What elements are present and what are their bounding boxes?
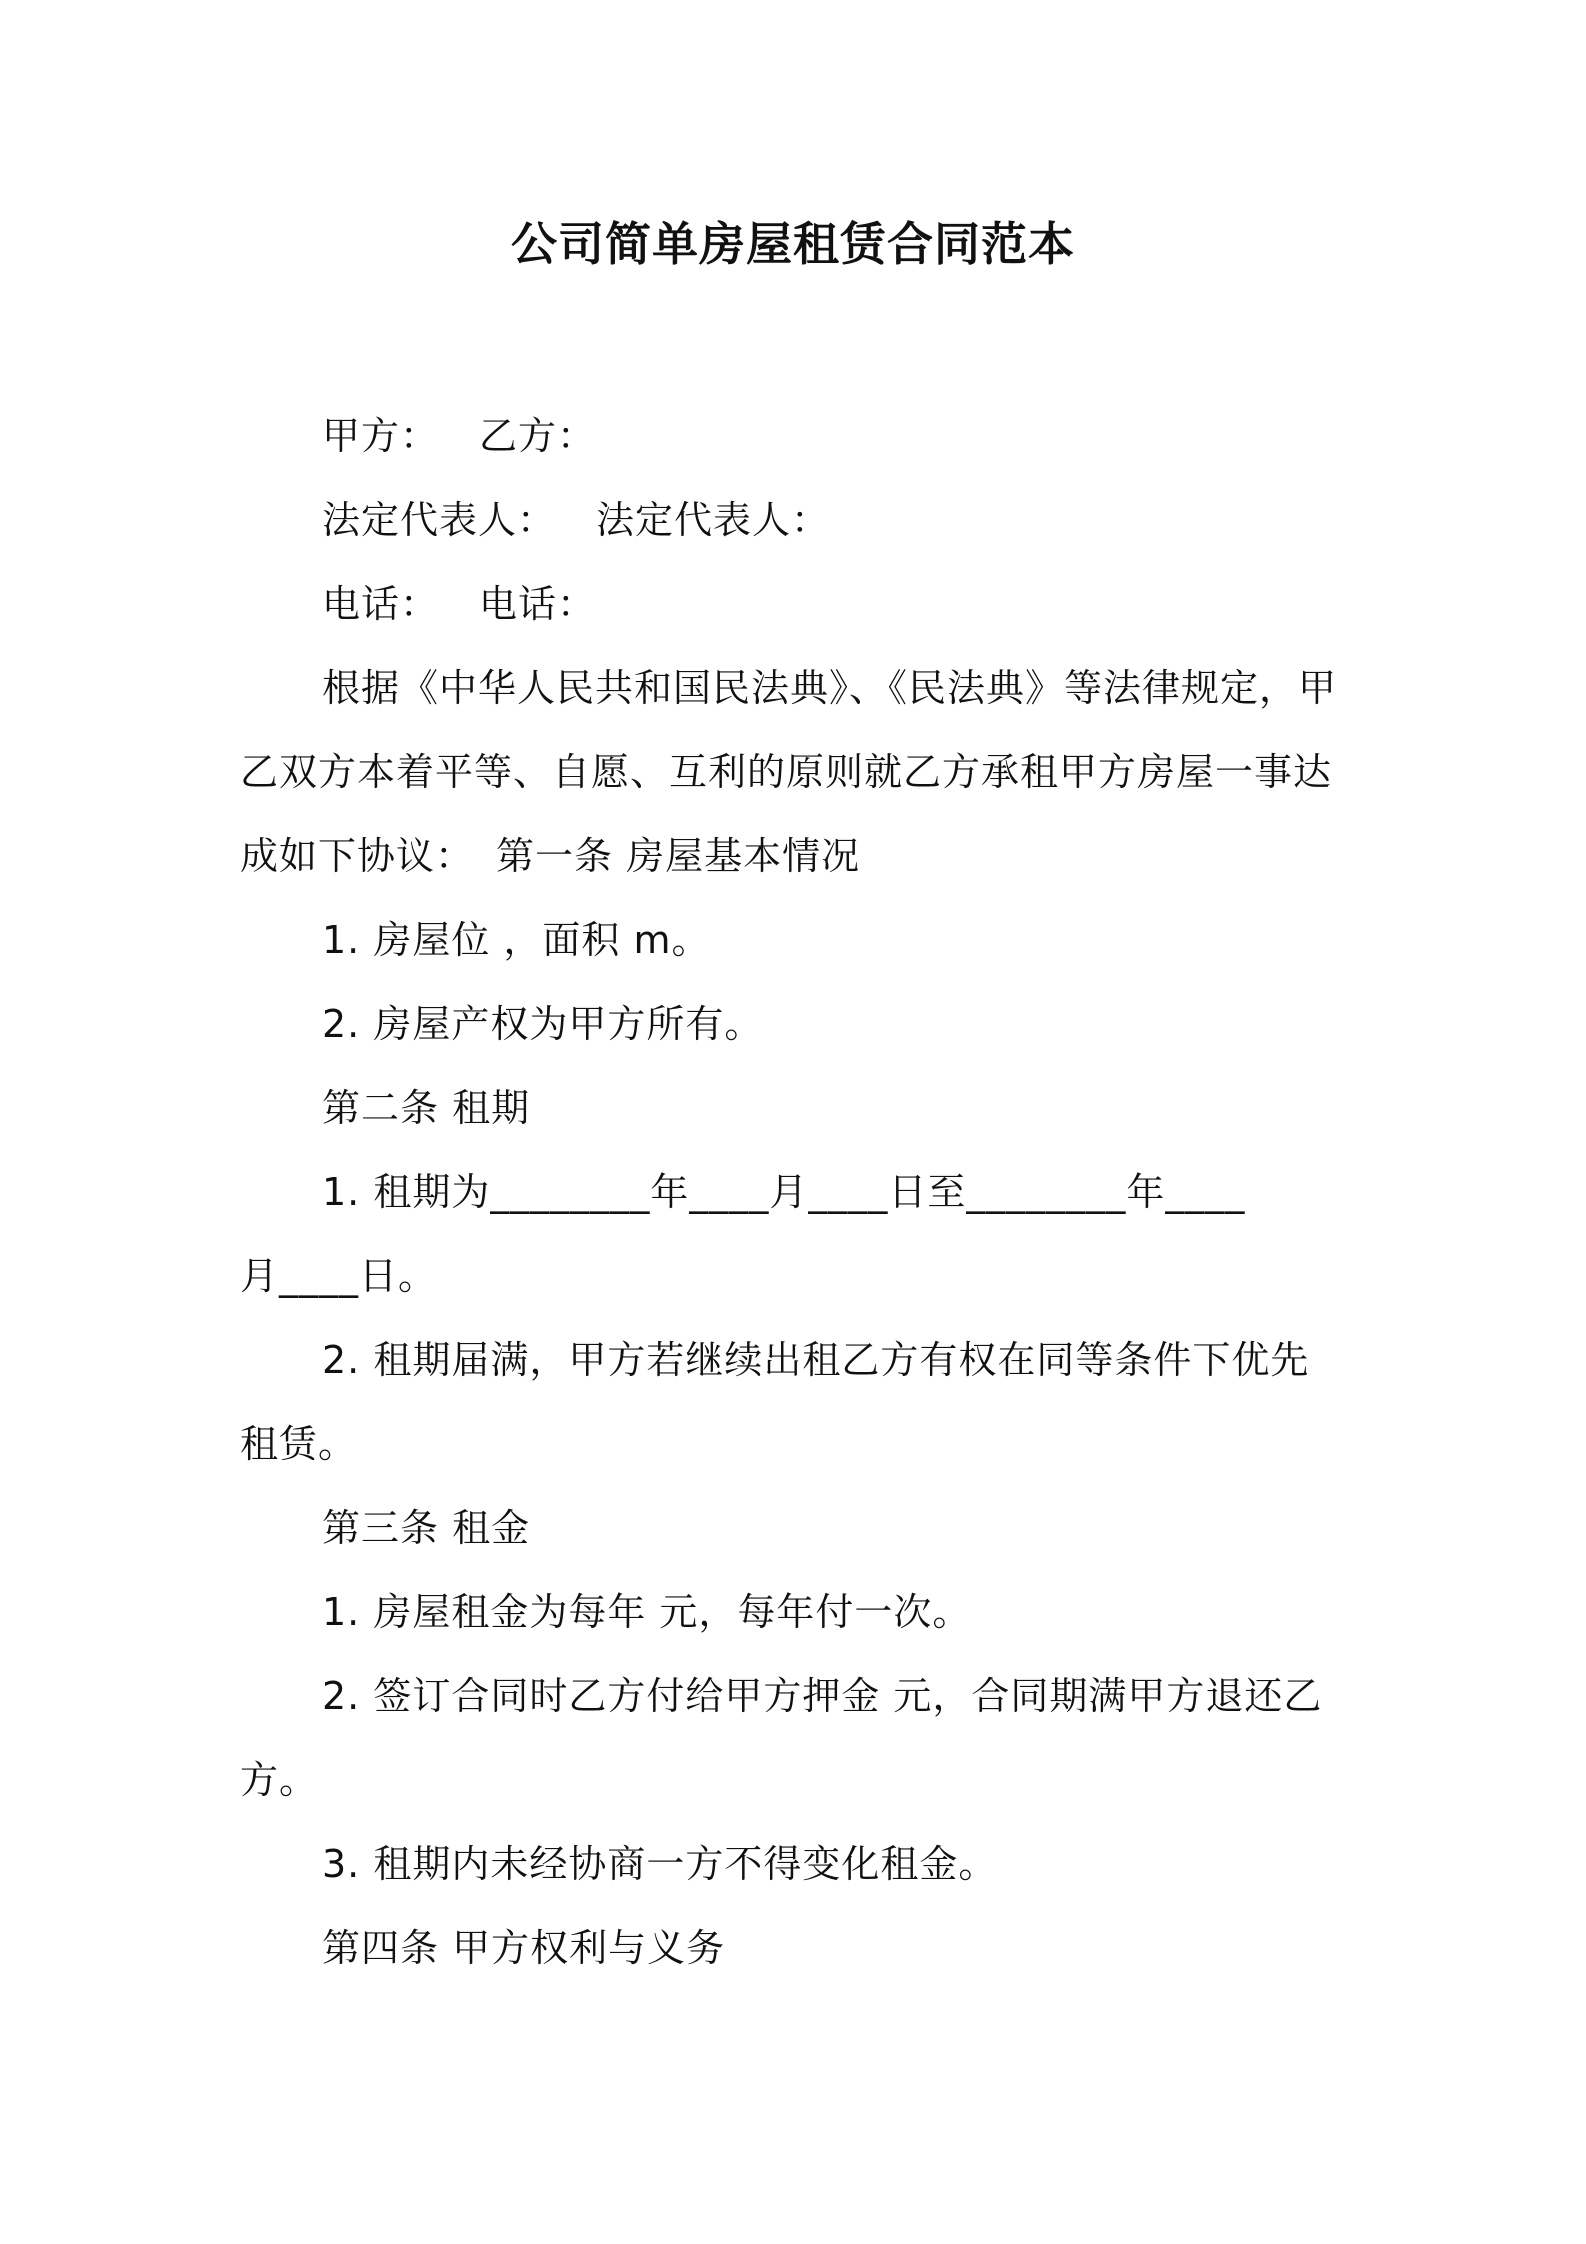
article-3-item-2: 2. 签订合同时乙方付给甲方押金 元，合同期满甲方退还乙 <box>322 1674 1323 1718</box>
article-1-item-1: 1. 房屋位 ，面积 m。 <box>322 918 711 962</box>
party-a-representative-label: 法定代表人： <box>322 498 557 542</box>
representative-line <box>322 494 830 546</box>
preamble-line-2: 乙双方本着平等、自愿、互利的原则就乙方承租甲方房屋一事达 <box>240 750 1333 794</box>
party-line <box>322 410 596 462</box>
preamble-end: 成如下协议： <box>240 834 475 878</box>
party-a-label: 甲方： <box>322 414 440 458</box>
article-4-heading: 第四条 甲方权利与义务 <box>322 1926 726 1970</box>
article-2-item-2-cont: 租赁。 <box>240 1422 358 1466</box>
article-1-heading: 第一条 房屋基本情况 <box>496 834 861 878</box>
article-2-item-1: 1. 租期为________年____月____日至________年____ <box>322 1170 1246 1214</box>
phone-line <box>322 578 596 630</box>
article-1-item-2: 2. 房屋产权为甲方所有。 <box>322 1002 764 1046</box>
article-2-item-1-cont: 月____日。 <box>240 1254 438 1298</box>
article-2-heading: 第二条 租期 <box>322 1086 531 1130</box>
preamble-line-1: 根据《中华人民共和国民法典》、《民法典》等法律规定，甲 <box>322 666 1338 710</box>
party-a-phone-label: 电话： <box>322 582 440 626</box>
document-title: 公司简单房屋租赁合同范本 <box>511 217 1075 271</box>
article-3-item-3: 3. 租期内未经协商一方不得变化租金。 <box>322 1842 998 1886</box>
party-b-label: 乙方： <box>479 414 597 458</box>
article-3-item-1: 1. 房屋租金为每年 元，每年付一次。 <box>322 1590 972 1634</box>
article-2-item-2: 2. 租期届满，甲方若继续出租乙方有权在同等条件下优先 <box>322 1338 1310 1382</box>
party-b-representative-label: 法定代表人： <box>596 498 831 542</box>
article-3-heading: 第三条 租金 <box>322 1506 531 1550</box>
party-b-phone-label: 电话： <box>479 582 597 626</box>
preamble-line-3 <box>240 830 860 882</box>
article-3-item-2-cont: 方。 <box>240 1758 319 1802</box>
